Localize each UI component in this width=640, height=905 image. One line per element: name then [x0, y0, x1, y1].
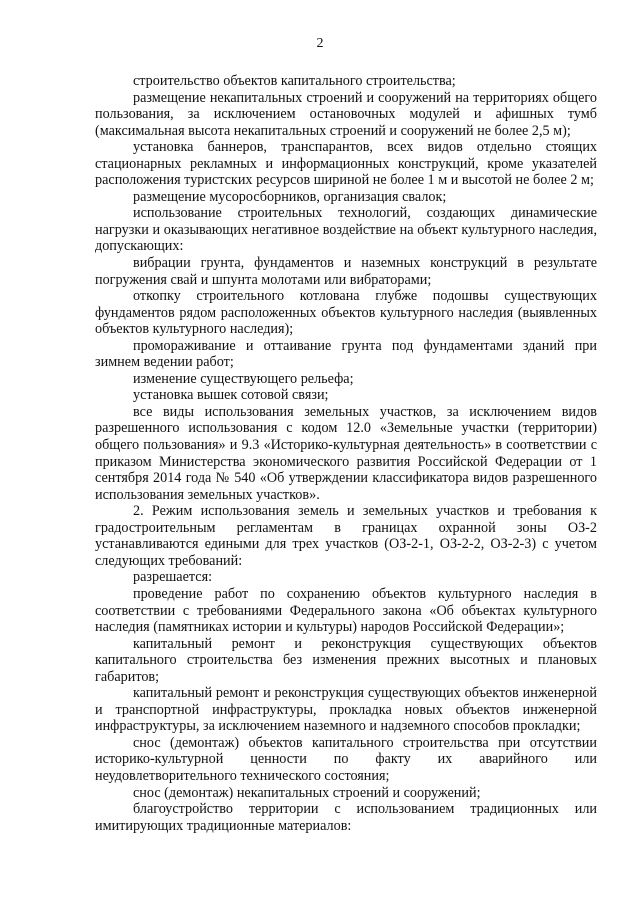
paragraph: капитальный ремонт и реконструкция существующих объектов капитального строительства без изменения прежних высотных и плановых габаритов; — [95, 635, 597, 685]
paragraph: снос (демонтаж) объектов капитального строительства при отсутствии историко-культурной ценности по факту их аварийного или неудовлетворительного технического состояния; — [95, 734, 597, 784]
paragraph: проведение работ по сохранению объектов культурного наследия в соответствии с требованиями Федерального закона «Об объектах культурного наследия (памятниках истории и культуры) народов Российской Федерации»; — [95, 585, 597, 636]
paragraph: установка вышек сотовой связи; — [133, 387, 329, 404]
paragraph: разрешается: — [133, 569, 213, 586]
paragraph: откопку строительного котлована глубже подошвы существующих фундаментов рядом расположенных объектов культурного наследия (выявленных объектов культурного наследия); — [95, 288, 597, 338]
paragraph: установка баннеров, транспарантов, всех видов отдельно стоящих стационарных рекламных и информационных конструкций, кроме указателей расположения туристских ресурсов шириной не более 1 м и высотой не более 2 м; — [95, 139, 597, 189]
paragraph: изменение существующего рельефа; — [133, 370, 354, 387]
paragraph: вибрации грунта, фундаментов и наземных конструкций в результате погружения свай и шпунта молотами или вибраторами; — [95, 255, 597, 288]
paragraph: строительство объектов капитального строительства; — [133, 73, 456, 89]
paragraph: размещение некапитальных строений и сооружений на территориях общего пользования, за исключением остановочных модулей и афишных тумб (максимальная высота некапитальных строений и сооружений не более 2,5 м); — [95, 89, 597, 139]
paragraph: благоустройство территории с использованием традиционных или имитирующих традиционные материалов: — [95, 801, 597, 834]
paragraph: размещение мусоросборников, организация свалок; — [133, 188, 447, 205]
paragraph: промораживание и оттаивание грунта под фундаментами зданий при зимнем ведении работ; — [95, 337, 597, 371]
paragraph: снос (демонтаж) некапитальных строений и сооружений; — [133, 784, 481, 801]
paragraph: использование строительных технологий, создающих динамические нагрузки и оказывающих негативное воздействие на объект культурного наследия, допускающих: — [95, 205, 597, 255]
paragraph: капитальный ремонт и реконструкция существующих объектов инженерной и транспортной инфраструктуры, прокладка новых объектов инженерной инфраструктуры, за исключением наземного и надземного способов прокладки; — [95, 685, 597, 735]
paragraph: 2. Режим использования земель и земельных участков и требования к градостроительным регламентам в границах охранной зоны ОЗ-2 устанавливаются едиными для трех участков (ОЗ-2-1, ОЗ-2-2, ОЗ-2-3) с учетом следующих требований: — [95, 503, 597, 569]
page-number: 2 — [316, 36, 324, 51]
document-body — [95, 73, 597, 834]
paragraph: все виды использования земельных участков, за исключением видов разрешенного использования с кодом 12.0 «Земельные участки (территории) общего пользования» и 9.3 «Историко-культурная деятельность» в соответствии с приказом Министерства экономического развития Российской Федерации от 1 сентября 2014 года № 540 «Об утверждении классификатора видов разрешенного использования земельных участков». — [95, 403, 597, 503]
